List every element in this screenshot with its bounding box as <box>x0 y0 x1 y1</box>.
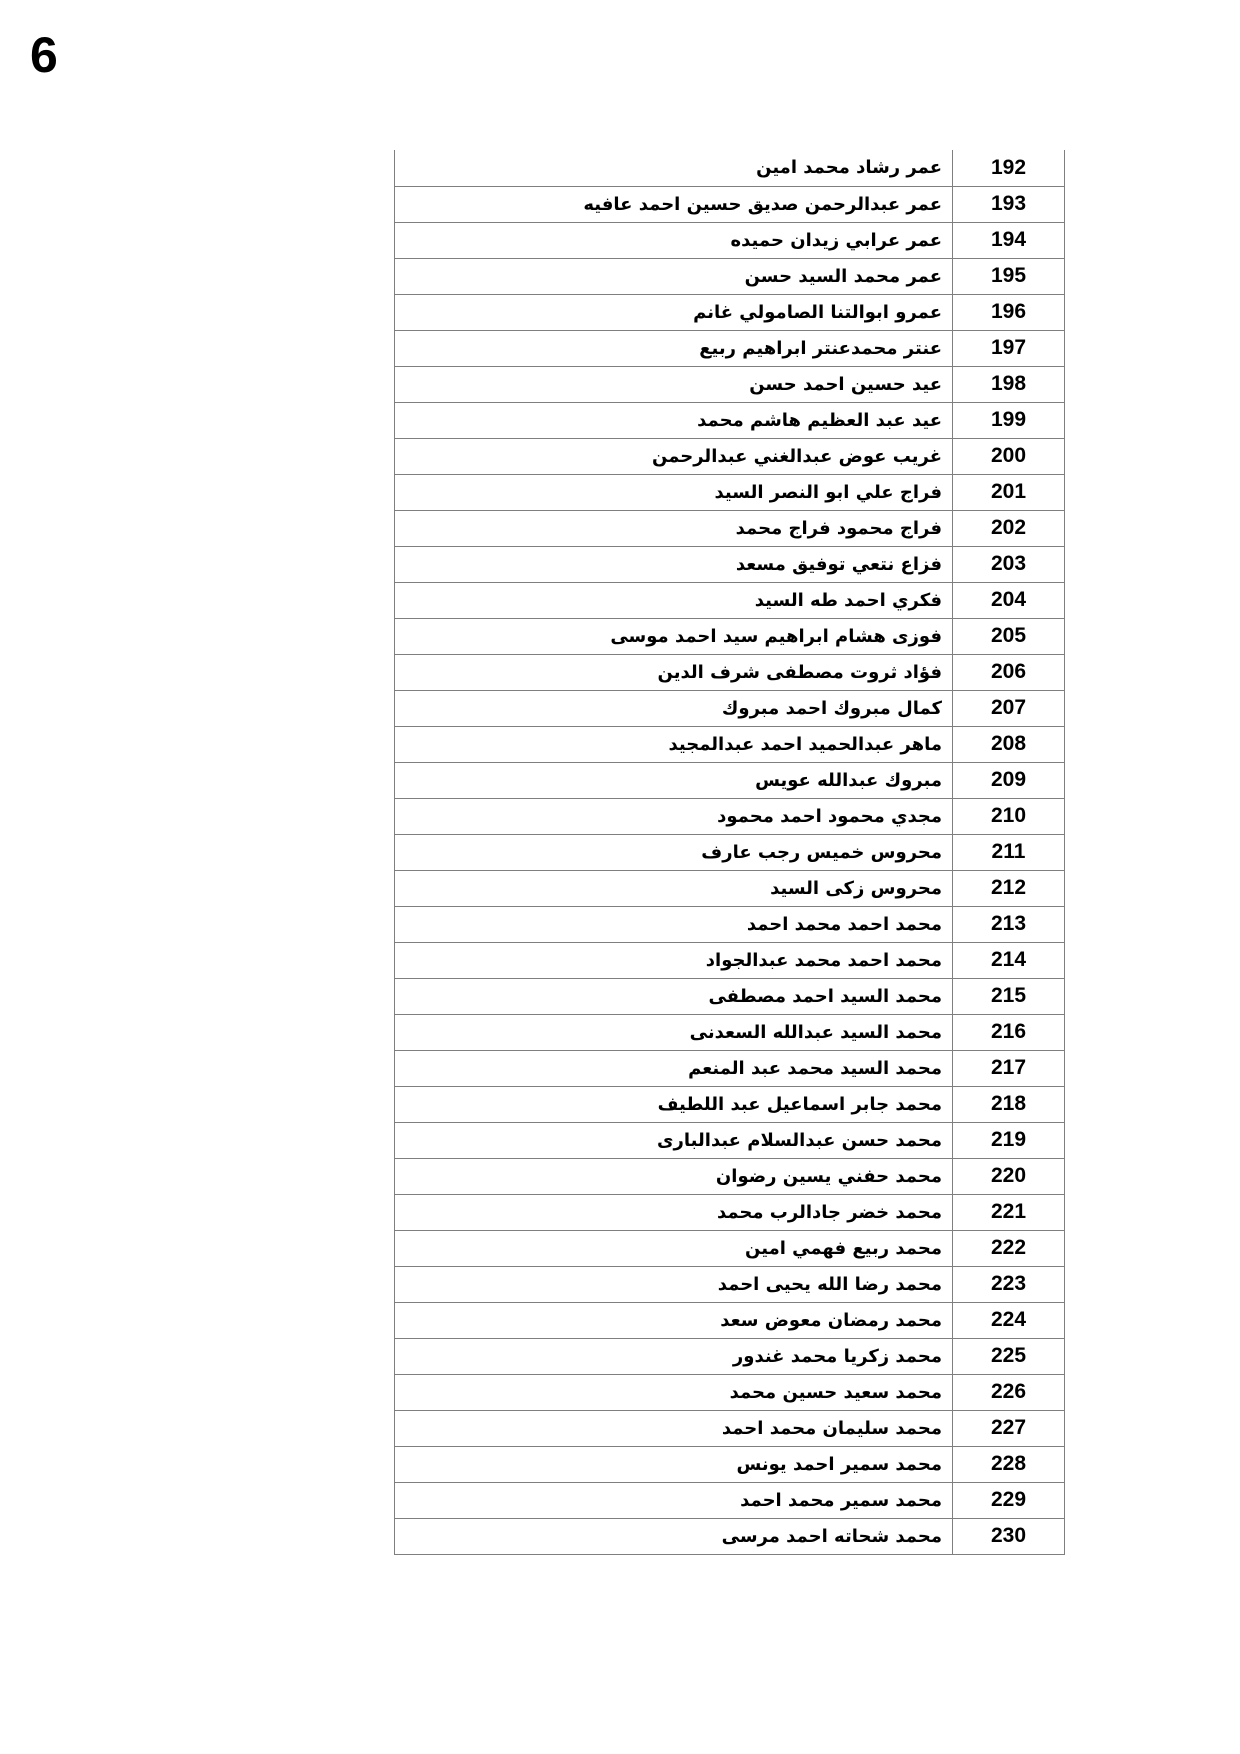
table-row <box>395 438 1065 474</box>
name-cell: عمر محمد السيد حسن <box>395 258 953 294</box>
table-row <box>395 1194 1065 1230</box>
table-row <box>395 978 1065 1014</box>
name-cell: محمد السيد احمد مصطفى <box>395 978 953 1014</box>
number-cell: 218 <box>953 1086 1065 1122</box>
name-cell: عمر عبدالرحمن صديق حسين احمد عافيه <box>395 186 953 222</box>
table-row <box>395 1446 1065 1482</box>
name-cell: فوزى هشام ابراهيم سيد احمد موسى <box>395 618 953 654</box>
number-cell: 228 <box>953 1446 1065 1482</box>
name-cell: محمد سمير احمد يونس <box>395 1446 953 1482</box>
number-cell: 213 <box>953 906 1065 942</box>
name-cell: محروس زكى السيد <box>395 870 953 906</box>
number-cell: 221 <box>953 1194 1065 1230</box>
table-row <box>395 150 1065 186</box>
number-cell: 199 <box>953 402 1065 438</box>
table-row <box>395 1482 1065 1518</box>
name-cell: عمرو ابوالتنا الصامولي غانم <box>395 294 953 330</box>
number-cell: 210 <box>953 798 1065 834</box>
number-cell: 227 <box>953 1410 1065 1446</box>
number-cell: 201 <box>953 474 1065 510</box>
name-cell: محمد حفني يسين رضوان <box>395 1158 953 1194</box>
table-row <box>395 942 1065 978</box>
number-cell: 212 <box>953 870 1065 906</box>
names-table-body <box>395 150 1065 1554</box>
name-cell: محمد السيد عبدالله السعدنى <box>395 1014 953 1050</box>
number-cell: 192 <box>953 150 1065 186</box>
number-cell: 204 <box>953 582 1065 618</box>
name-cell: مبروك عبدالله عويس <box>395 762 953 798</box>
names-table <box>394 150 1065 1555</box>
table-row <box>395 870 1065 906</box>
number-cell: 230 <box>953 1518 1065 1554</box>
name-cell: فكري احمد طه السيد <box>395 582 953 618</box>
name-cell: فؤاد ثروت مصطفى شرف الدين <box>395 654 953 690</box>
name-cell: محمد شحاته احمد مرسى <box>395 1518 953 1554</box>
number-cell: 194 <box>953 222 1065 258</box>
table-row <box>395 330 1065 366</box>
name-cell: محمد سمير محمد احمد <box>395 1482 953 1518</box>
number-cell: 224 <box>953 1302 1065 1338</box>
name-cell: محمد سليمان محمد احمد <box>395 1410 953 1446</box>
table-row <box>395 546 1065 582</box>
table-row <box>395 1302 1065 1338</box>
name-cell: عنتر محمدعنتر ابراهيم ربيع <box>395 330 953 366</box>
name-cell: محمد خضر جادالرب محمد <box>395 1194 953 1230</box>
name-cell: محروس خميس رجب عارف <box>395 834 953 870</box>
name-cell: محمد جابر اسماعيل عبد اللطيف <box>395 1086 953 1122</box>
name-cell: عمر رشاد محمد امين <box>395 150 953 186</box>
name-cell: محمد السيد محمد عبد المنعم <box>395 1050 953 1086</box>
table-row <box>395 186 1065 222</box>
number-cell: 193 <box>953 186 1065 222</box>
table-row <box>395 726 1065 762</box>
number-cell: 215 <box>953 978 1065 1014</box>
number-cell: 200 <box>953 438 1065 474</box>
number-cell: 220 <box>953 1158 1065 1194</box>
table-row <box>395 510 1065 546</box>
table-row <box>395 474 1065 510</box>
number-cell: 206 <box>953 654 1065 690</box>
table-row <box>395 294 1065 330</box>
number-cell: 217 <box>953 1050 1065 1086</box>
name-cell: فزاع نتعي توفيق مسعد <box>395 546 953 582</box>
name-cell: فراج علي ابو النصر السيد <box>395 474 953 510</box>
name-cell: محمد رضا الله يحيى احمد <box>395 1266 953 1302</box>
table-row <box>395 1230 1065 1266</box>
number-cell: 222 <box>953 1230 1065 1266</box>
table-row <box>395 834 1065 870</box>
number-cell: 214 <box>953 942 1065 978</box>
number-cell: 211 <box>953 834 1065 870</box>
number-cell: 219 <box>953 1122 1065 1158</box>
number-cell: 198 <box>953 366 1065 402</box>
table-row <box>395 366 1065 402</box>
name-cell: محمد حسن عبدالسلام عبدالبارى <box>395 1122 953 1158</box>
number-cell: 225 <box>953 1338 1065 1374</box>
table-row <box>395 798 1065 834</box>
name-cell: محمد احمد محمد احمد <box>395 906 953 942</box>
name-cell: كمال مبروك احمد مبروك <box>395 690 953 726</box>
name-cell: غريب عوض عبدالغني عبدالرحمن <box>395 438 953 474</box>
name-cell: عيد حسين احمد حسن <box>395 366 953 402</box>
name-cell: محمد احمد محمد عبدالجواد <box>395 942 953 978</box>
table-row <box>395 258 1065 294</box>
table-row <box>395 1410 1065 1446</box>
name-cell: محمد ربيع فهمي امين <box>395 1230 953 1266</box>
page-number: 6 <box>30 27 58 83</box>
table-row <box>395 1338 1065 1374</box>
table-row <box>395 582 1065 618</box>
number-cell: 196 <box>953 294 1065 330</box>
number-cell: 226 <box>953 1374 1065 1410</box>
number-cell: 216 <box>953 1014 1065 1050</box>
name-cell: عمر عرابي زيدان حميده <box>395 222 953 258</box>
table-row <box>395 1518 1065 1554</box>
number-cell: 203 <box>953 546 1065 582</box>
table-row <box>395 1050 1065 1086</box>
name-cell: مجدي محمود احمد محمود <box>395 798 953 834</box>
table-row <box>395 1122 1065 1158</box>
table-row <box>395 1266 1065 1302</box>
name-cell: محمد زكريا محمد غندور <box>395 1338 953 1374</box>
number-cell: 205 <box>953 618 1065 654</box>
number-cell: 229 <box>953 1482 1065 1518</box>
number-cell: 207 <box>953 690 1065 726</box>
table-row <box>395 402 1065 438</box>
table-row <box>395 762 1065 798</box>
name-cell: محمد رمضان معوض سعد <box>395 1302 953 1338</box>
number-cell: 223 <box>953 1266 1065 1302</box>
table-row <box>395 1014 1065 1050</box>
name-cell: ماهر عبدالحميد احمد عبدالمجيد <box>395 726 953 762</box>
table-row <box>395 618 1065 654</box>
table-row <box>395 654 1065 690</box>
number-cell: 209 <box>953 762 1065 798</box>
table-row <box>395 222 1065 258</box>
number-cell: 202 <box>953 510 1065 546</box>
name-cell: فراج محمود فراج محمد <box>395 510 953 546</box>
name-cell: محمد سعيد حسين محمد <box>395 1374 953 1410</box>
name-cell: عيد عبد العظيم هاشم محمد <box>395 402 953 438</box>
number-cell: 195 <box>953 258 1065 294</box>
table-row <box>395 1158 1065 1194</box>
number-cell: 208 <box>953 726 1065 762</box>
table-row <box>395 906 1065 942</box>
table-row <box>395 1374 1065 1410</box>
table-row <box>395 1086 1065 1122</box>
table-row <box>395 690 1065 726</box>
number-cell: 197 <box>953 330 1065 366</box>
